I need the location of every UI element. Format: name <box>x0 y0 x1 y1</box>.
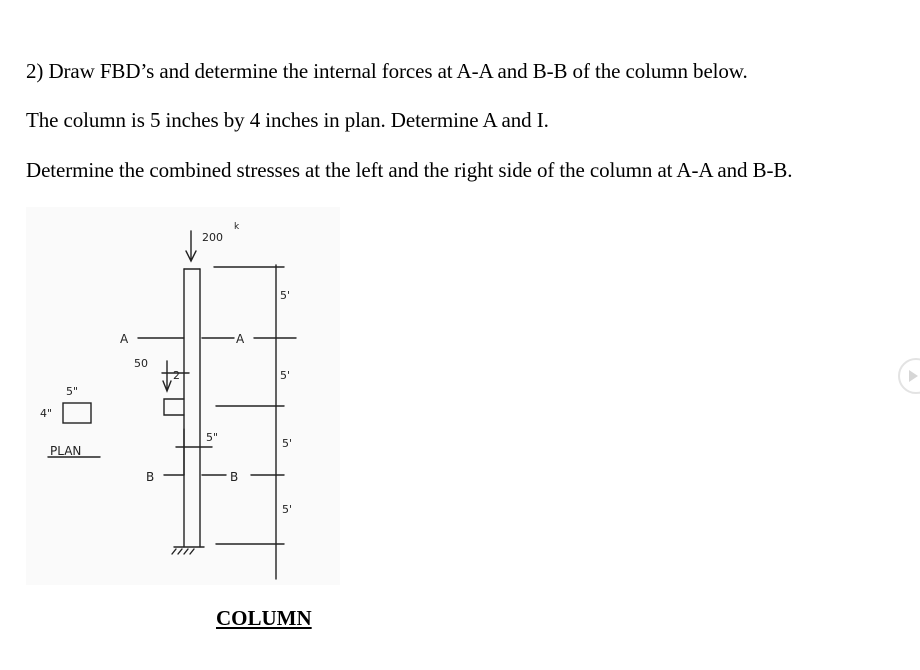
section-b-label-right: B <box>230 470 239 484</box>
section-b-label-left: B <box>146 470 155 484</box>
offset-value: 2 <box>173 369 180 382</box>
load-value-200: 200 <box>202 231 223 244</box>
plan-width-label: 5" <box>66 385 79 398</box>
bracket-offset-label: 5" <box>206 431 219 444</box>
bracket-load-value: 50 <box>134 357 148 370</box>
section-a-label-left: A <box>120 332 129 346</box>
problem-statement-line-2: The column is 5 inches by 4 inches in plan. Determine A and I. <box>26 108 549 132</box>
problem-statement-line-3: Determine the combined stresses at the left and the right side of the column at A-A and B-B. <box>26 158 793 182</box>
base-hatch <box>172 549 176 554</box>
scroll-right-button[interactable] <box>898 358 920 394</box>
dimension-3: 5' <box>282 437 293 450</box>
base-hatch <box>190 549 194 554</box>
figure-caption: COLUMN <box>216 606 312 630</box>
load-unit-k: k <box>234 222 240 232</box>
bracket <box>164 399 184 415</box>
dimension-4: 5' <box>282 503 293 516</box>
section-a-label-right: A <box>236 332 245 346</box>
column-sketch-drawing <box>26 207 340 585</box>
problem-statement-line-1: 2) Draw FBD’s and determine the internal forces at A-A and B-B of the column below. <box>26 59 748 83</box>
plan-label: PLAN <box>50 444 82 458</box>
dimension-1: 5' <box>280 289 291 302</box>
base-hatch <box>178 549 182 554</box>
base-hatch <box>184 549 188 554</box>
plan-rectangle <box>63 403 91 423</box>
dimension-2: 5' <box>280 369 291 382</box>
column-sketch <box>26 207 340 585</box>
plan-depth-label: 4" <box>40 407 53 420</box>
